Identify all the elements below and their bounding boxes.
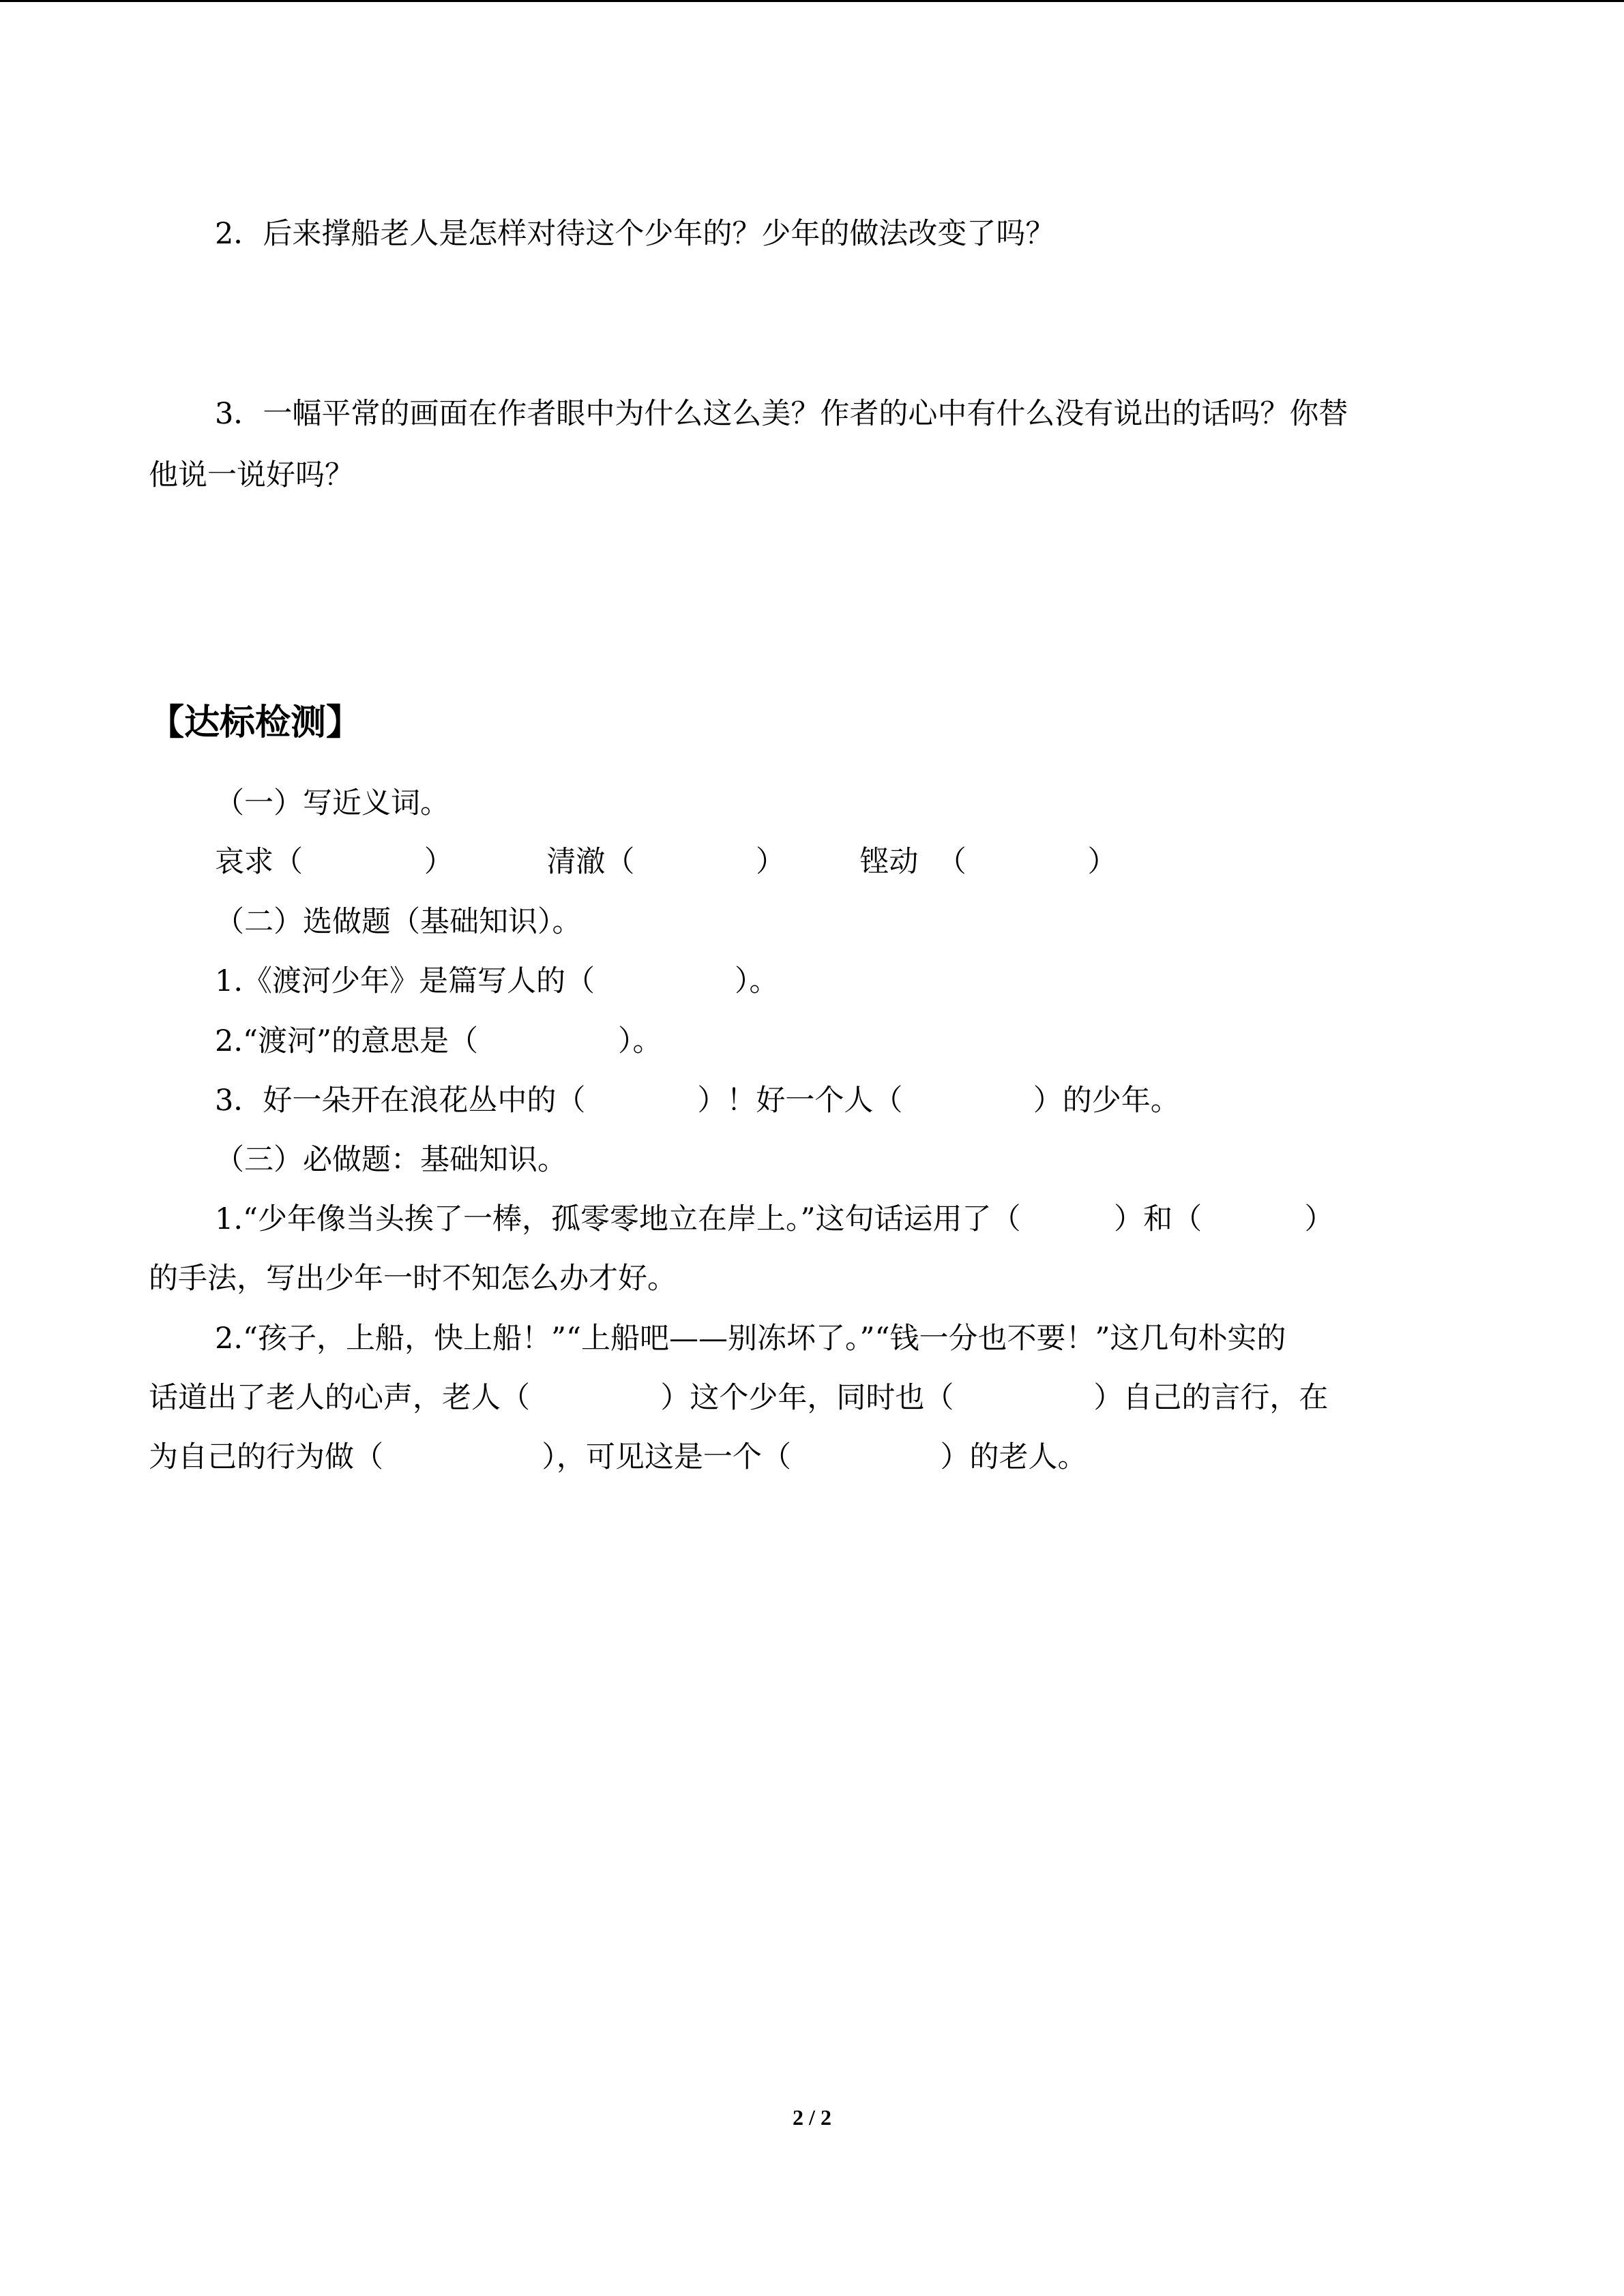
part-3-question-2-line-3: 为自己的行为做（ ），可见这是一个（ ）的老人。	[149, 1440, 1087, 1474]
part-2-question-3: 3．好一朵开在浪花丛中的（ ）！好一个人（ ）的少年。	[215, 1084, 1180, 1118]
part-3-title: （三）必做题：基础知识。	[215, 1143, 567, 1177]
part-2-question-1: 1.《渡河少年》是篇写人的（ ）。	[215, 964, 779, 998]
top-border-line	[0, 0, 1624, 2]
question-2-text: 2．后来撑船老人是怎样对待这个少年的？少年的做法改变了吗？	[215, 217, 1055, 251]
part-3-question-2-line-2: 话道出了老人的心声，老人（ ）这个少年，同时也（ ）自己的言行，在	[149, 1381, 1329, 1415]
part-1-title: （一）写近义词。	[215, 786, 449, 820]
page-number: 2 / 2	[793, 2105, 831, 2130]
part-2-title: （二）选做题（基础知识）。	[215, 905, 582, 939]
question-3-text-line-2: 他说一说好吗？	[149, 458, 354, 492]
section-heading: 【达标检测】	[149, 702, 362, 743]
question-3-text-line-1: 3．一幅平常的画面在作者眼中为什么这么美？作者的心中有什么没有说出的话吗？你替	[215, 397, 1348, 431]
part-3-question-1-line-2: 的手法，写出少年一时不知怎么办才好。	[149, 1262, 677, 1296]
part-1-synonym-blanks: 哀求（ ） 清澈（ ） 铿动 （ ）	[215, 845, 1117, 879]
part-3-question-1-line-1: 1.“少年像当头挨了一棒，孤零零地立在岸上。”这句话运用了（ ）和（ ）	[215, 1202, 1334, 1236]
part-3-question-2-line-1: 2.“孩子，上船，快上船！”“上船吧——别冻坏了。”“钱一分也不要！”这几句朴实的	[215, 1322, 1286, 1356]
part-2-question-2: 2.“渡河”的意思是（ ）。	[215, 1024, 662, 1058]
